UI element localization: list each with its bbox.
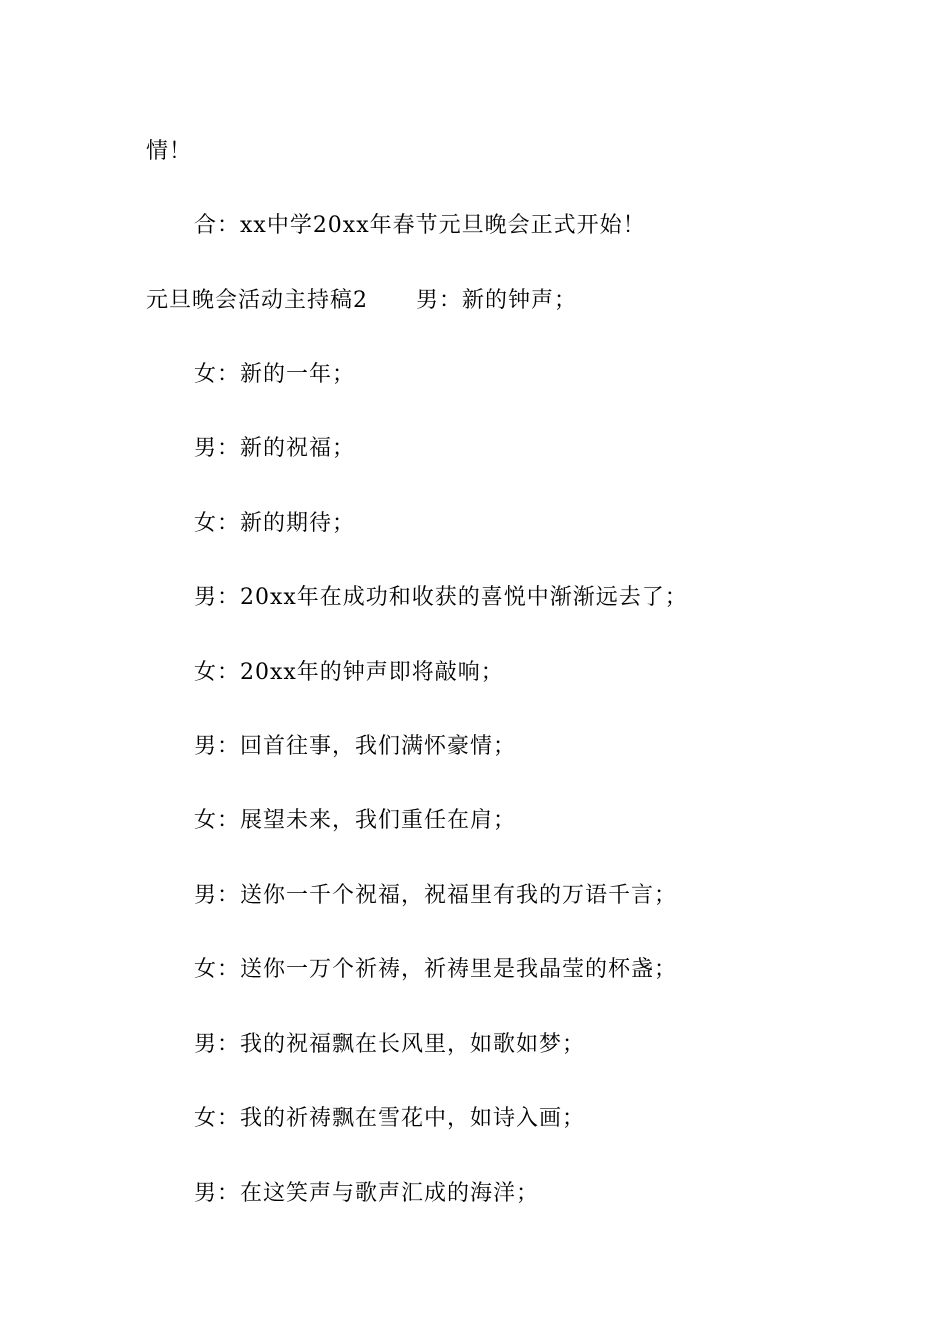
dialogue-line: 女：新的一年； (194, 362, 356, 387)
dialogue-line: 男：20xx年在成功和收获的喜悦中渐渐远去了； (194, 585, 688, 610)
dialogue-line: 女：送你一万个祈祷，祈祷里是我晶莹的杯盏； (194, 957, 678, 982)
heading-dialogue: 男：新的钟声； (416, 288, 578, 313)
dialogue-line: 男：新的祝福； (194, 436, 356, 461)
section-heading-line (146, 287, 577, 315)
section-heading: 元旦晚会活动主持稿2 (146, 288, 368, 313)
continuation-text: 情！ (146, 139, 193, 164)
dialogue-line: 男：送你一千个祝福，祝福里有我的万语千言； (194, 883, 678, 908)
dialogue-line: 女：我的祈祷飘在雪花中，如诗入画； (194, 1106, 586, 1131)
together-line: 合：xx中学20xx年春节元旦晚会正式开始！ (194, 213, 646, 238)
dialogue-line: 男：我的祝福飘在长风里，如歌如梦； (194, 1032, 586, 1057)
dialogue-line: 女：展望未来，我们重任在肩； (194, 808, 517, 833)
dialogue-line: 女：20xx年的钟声即将敲响； (194, 660, 504, 685)
dialogue-line: 男：在这笑声与歌声汇成的海洋； (194, 1181, 540, 1206)
dialogue-line: 男：回首往事，我们满怀豪情； (194, 734, 517, 759)
dialogue-line: 女：新的期待； (194, 511, 356, 536)
